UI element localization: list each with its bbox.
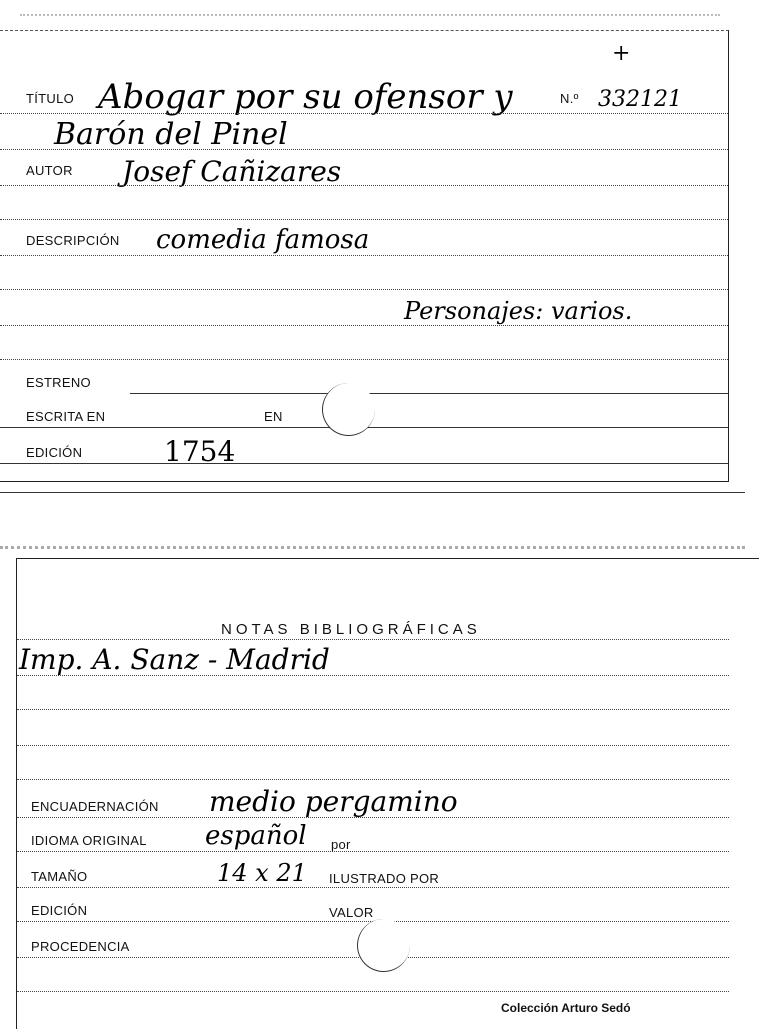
notas-heading: NOTAS BIBLIOGRÁFICAS [221,621,481,638]
escrita-en-label: ESCRITA EN [26,409,106,424]
edicion-b-label: EDICIÓN [31,903,88,918]
tamano-label: TAMAÑO [31,869,88,884]
descripcion-value: comedia famosa [156,225,370,255]
edicion-value: 1754 [164,435,236,468]
rule-7 [0,325,728,326]
rule-b11 [17,991,729,992]
personajes-value: Personajes: varios. [404,297,633,325]
estreno-label: ESTRENO [26,375,91,390]
rule-1 [0,113,728,114]
estreno-rule [130,393,728,394]
cross-mark: + [612,41,631,66]
punch-hole-top [322,383,375,436]
edicion-label: EDICIÓN [26,445,83,460]
rule-b4 [17,745,729,746]
catalog-card-top [0,30,729,482]
por-label: por [331,837,351,852]
ilustrado-label: ILUSTRADO POR [329,871,440,886]
rule-b2 [17,675,729,676]
rule-b7 [17,851,729,852]
rule-b1 [17,639,729,640]
numero-label: N.º [560,91,579,106]
rule-5 [0,255,728,256]
rule-8 [0,359,728,360]
titulo-label: TÍTULO [26,91,75,106]
collection-footer: Colección Arturo Sedó [501,1001,631,1015]
notas-value: Imp. A. Sanz - Madrid [19,643,330,676]
rule-3 [0,185,728,186]
scan-noise-bottom [0,546,745,549]
numero-value: 332121 [598,87,682,112]
descripcion-label: DESCRIPCIÓN [26,233,120,248]
scan-noise-top [20,14,720,16]
rule-b3 [17,709,729,710]
titulo-value-2: Barón del Pinel [54,117,288,152]
rule-6 [0,289,728,290]
rule-b6 [17,817,729,818]
encuadernacion-value: medio pergamino [209,785,458,818]
valor-label: VALOR [329,905,374,920]
idioma-label: IDIOMA ORIGINAL [31,833,147,848]
rule-4 [0,219,728,220]
punch-hole-bottom [357,919,410,972]
encuadernacion-label: ENCUADERNACIÓN [31,799,159,814]
card-separator [0,492,745,493]
autor-value: Josef Cañizares [122,155,342,188]
tamano-value: 14 x 21 [217,859,307,887]
en-label: EN [264,409,283,424]
catalog-card-bottom [16,558,759,1029]
procedencia-label: PROCEDENCIA [31,939,130,954]
autor-label: AUTOR [26,163,73,178]
titulo-value: Abogar por su ofensor y [98,77,513,117]
rule-b8 [17,887,729,888]
rule-b5 [17,779,729,780]
idioma-value: español [205,821,307,851]
rule-2 [0,149,728,150]
edicion-rule [0,463,728,464]
